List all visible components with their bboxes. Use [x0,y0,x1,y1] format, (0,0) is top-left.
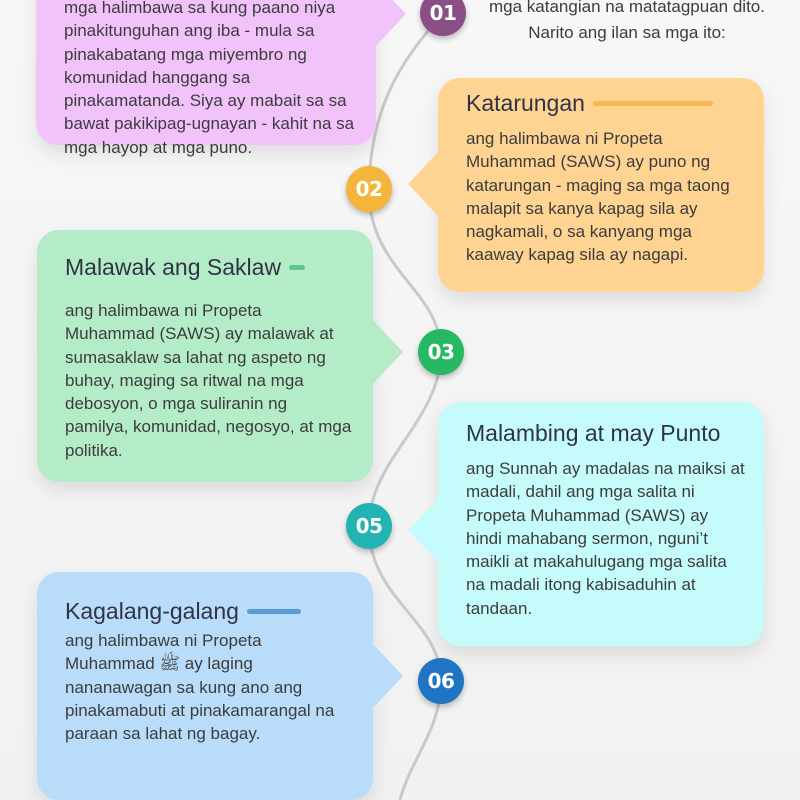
step-badge-05: 05 [346,503,392,549]
card-tail [408,150,440,218]
title-underline-bar [593,101,713,106]
card-tail [371,642,403,710]
card-title: Katarungan [466,90,585,116]
card-body: ang halimbawa ni Propeta Muhammad (SAWS) ay malawak at sumasaklaw sa lahat ng aspeto ng buhay, maging sa ritwal na mga debosyon, o mga suliranin ng pamilya, komunidad, negosyo, at mga politika. [65,301,352,460]
step-badge-01: 01 [420,0,466,36]
card-title: Kagalang-galang [65,598,239,624]
step-badge-02: 02 [346,166,392,212]
step-badge-06: 06 [418,658,464,704]
card-title-row [466,78,746,117]
card-body: ang halimbawa ni Propeta Muhammad ﷺ ay laging nananawagan sa kung ano ang pinakamabuti at pinakamarangal na paraan sa lahat ng bagay. [65,631,335,744]
title-underline-bar [247,609,301,614]
card-body: mga halimbawa sa kung paano niya pinakitunguhan ang iba - mula sa pinakabatang mga miyembro ng komunidad hanggang sa pinakamatanda. Siya ay mabait sa sa bawat pakikipag-ugnayan - kahit na sa mga hayop at mga puno. [64,0,355,157]
card-tail [371,318,403,386]
card-kindness [36,0,376,157]
title-underline-bar [289,265,305,270]
card-title-row [65,572,355,625]
card-katarungan [438,78,764,292]
card-title-row [466,402,746,447]
card-malawak-ang-saklaw [37,230,373,482]
card-malambing-at-may-punto [438,402,764,646]
intro-text: mga katangian na matatagpuan dito. Narito ang ilan sa mga ito: [489,0,765,42]
card-title: Malambing at may Punto [466,420,721,446]
card-tail [408,496,440,564]
card-title-row [65,230,355,281]
card-body: ang Sunnah ay madalas na maiksi at madali, dahil ang mga salita ni Propeta Muhammad (SAWS) ay hindi mahabang sermon, nguni’t maikli at makahulugang mga salita na madali itong kabisaduhin at tandaan. [466,459,745,618]
card-tail [374,0,406,48]
step-badge-03: 03 [418,329,464,375]
card-title: Malawak ang Saklaw [65,254,282,280]
card-kagalang-galang [37,572,373,800]
card-body: ang halimbawa ni Propeta Muhammad (SAWS) ay puno ng katarungan - maging sa mga taong malapit sa kanya kapag sila ay nagkamali, o sa kanyang mga kaaway kapag sila ay nagapi. [466,129,730,265]
